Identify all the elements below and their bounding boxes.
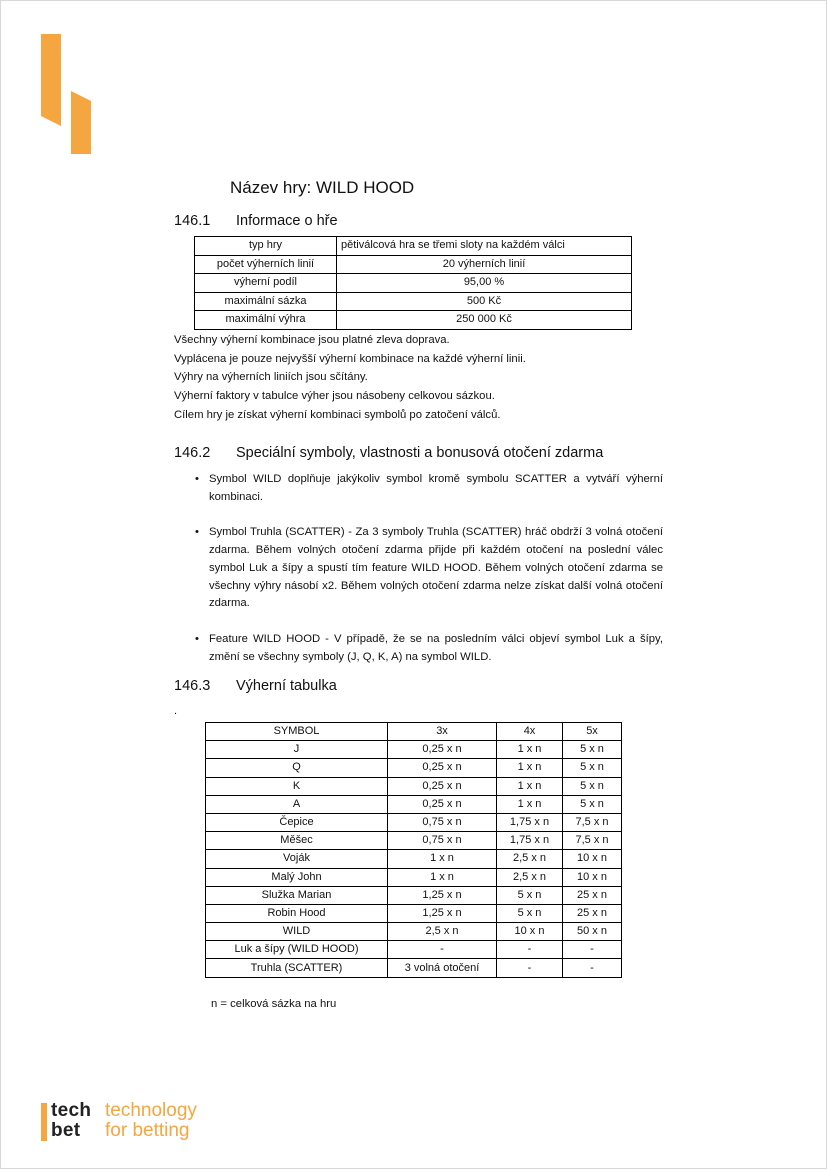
symbol-cell: Čepice xyxy=(206,813,388,831)
logo-bar-icon xyxy=(41,1103,47,1141)
section-number: 146.2 xyxy=(174,445,211,461)
payout-cell: 1 x n xyxy=(388,850,497,868)
table-row xyxy=(206,850,622,868)
list-item: • Symbol Truhla (SCATTER) - Za 3 symboly Truhla (SCATTER) hráč obdrží 3 volná otočení zdarma. Během volných otočení zdarma přijde při každém otočení na poslední válec symbol Luk a šípy a spustí tím feature WILD HOOD. Během volných otočení zdarma se všechny výhry násobí x2. Během volných otočení zdarma nelze získat další volná otočení zdarma. xyxy=(195,526,663,610)
payout-cell: 1,25 x n xyxy=(388,886,497,904)
table-row xyxy=(206,959,622,977)
column-header: 5x xyxy=(563,723,622,741)
payout-cell: 1 x n xyxy=(497,795,563,813)
table-cell-label: výherní podíl xyxy=(195,274,337,293)
payout-cell: 5 x n xyxy=(563,795,622,813)
table-row xyxy=(206,795,622,813)
section-heading-paytable xyxy=(174,678,337,694)
section-heading-info xyxy=(174,213,338,229)
table-cell-value: 250 000 Kč xyxy=(337,311,632,330)
table-row xyxy=(206,741,622,759)
payout-cell: 0,25 x n xyxy=(388,759,497,777)
section-number: 146.1 xyxy=(174,213,211,229)
payout-cell: 7,5 x n xyxy=(563,832,622,850)
list-item: • Feature WILD HOOD - V případě, že se na posledním válci objeví symbol Luk a šípy, změní se všechny symboly (J, Q, K, A) na symbol WILD. xyxy=(195,632,663,663)
symbol-cell: Malý John xyxy=(206,868,388,886)
table-cell-label: počet výherních linií xyxy=(195,255,337,274)
payout-cell: - xyxy=(497,959,563,977)
table-cell-label: typ hry xyxy=(195,237,337,256)
table-cell-value: 95,00 % xyxy=(337,274,632,293)
symbol-cell: J xyxy=(206,741,388,759)
bullet-icon: • xyxy=(195,526,199,539)
payout-cell: 0,25 x n xyxy=(388,741,497,759)
special-features-list xyxy=(194,471,663,684)
brand-bet: bet xyxy=(51,1120,81,1141)
symbol-cell: Měšec xyxy=(206,832,388,850)
symbol-cell: Voják xyxy=(206,850,388,868)
symbol-cell: Služka Marian xyxy=(206,886,388,904)
payout-cell: 7,5 x n xyxy=(563,813,622,831)
payout-cell: 0,75 x n xyxy=(388,832,497,850)
bullet-icon: • xyxy=(195,632,199,645)
table-row xyxy=(206,904,622,922)
column-header: 4x xyxy=(497,723,563,741)
paragraph: Výherní faktory v tabulce výher jsou násobeny celkovou sázkou. xyxy=(174,390,495,403)
payout-cell: - xyxy=(563,959,622,977)
payout-cell: - xyxy=(497,941,563,959)
brand-tech: tech xyxy=(51,1100,92,1121)
paragraph: Cílem hry je získat výherní kombinaci symbolů po zatočení válců. xyxy=(174,408,501,421)
table-row xyxy=(206,832,622,850)
payout-cell: 5 x n xyxy=(497,886,563,904)
game-info-table xyxy=(194,236,632,330)
payout-cell: 2,5 x n xyxy=(388,923,497,941)
payout-cell: 0,25 x n xyxy=(388,795,497,813)
section-title: Informace o hře xyxy=(236,213,338,229)
column-header: SYMBOL xyxy=(206,723,388,741)
table-row xyxy=(195,237,632,256)
table-cell-value: 500 Kč xyxy=(337,292,632,311)
table-row xyxy=(206,941,622,959)
payout-cell: 10 x n xyxy=(497,923,563,941)
tagline-betting: for betting xyxy=(105,1120,190,1141)
payout-cell: 5 x n xyxy=(563,777,622,795)
symbol-cell: A xyxy=(206,795,388,813)
section-title: Speciální symboly, vlastnosti a bonusová otočení zdarma xyxy=(236,445,604,461)
payout-cell: 1,75 x n xyxy=(497,832,563,850)
section-heading-special xyxy=(174,445,603,461)
paragraph: Výhry na výherních liniích jsou sčítány. xyxy=(174,371,368,384)
table-cell-label: maximální sázka xyxy=(195,292,337,311)
table-row xyxy=(195,311,632,330)
table-row xyxy=(195,274,632,293)
payout-cell: 1 x n xyxy=(388,868,497,886)
payout-cell: - xyxy=(388,941,497,959)
payout-cell: 2,5 x n xyxy=(497,868,563,886)
paragraph: Všechny výherní kombinace jsou platné zleva doprava. xyxy=(174,334,450,346)
table-cell-label: maximální výhra xyxy=(195,311,337,330)
paytable xyxy=(205,722,622,978)
payout-cell: 10 x n xyxy=(563,850,622,868)
payout-cell: 3 volná otočení xyxy=(388,959,497,977)
payout-cell: 1 x n xyxy=(497,777,563,795)
payout-cell: 5 x n xyxy=(563,759,622,777)
payout-cell: 5 x n xyxy=(563,741,622,759)
table-header-row xyxy=(206,723,622,741)
payout-cell: 1 x n xyxy=(497,741,563,759)
rules-paragraphs xyxy=(174,331,526,425)
payout-cell: 2,5 x n xyxy=(497,850,563,868)
payout-cell: 1,25 x n xyxy=(388,904,497,922)
paragraph: Vyplácena je pouze nejvyšší výherní kombinace na každé výherní linii. xyxy=(174,352,526,365)
payout-cell: 50 x n xyxy=(563,923,622,941)
tagline-technology: technology xyxy=(105,1100,197,1121)
footer-logo xyxy=(41,1101,241,1147)
table-row xyxy=(206,759,622,777)
table-row xyxy=(206,886,622,904)
table-row xyxy=(206,868,622,886)
payout-cell: 25 x n xyxy=(563,886,622,904)
table-row xyxy=(206,813,622,831)
table-cell-value: pětiválcová hra se třemi sloty na každém válci xyxy=(337,237,632,256)
column-header: 3x xyxy=(388,723,497,741)
payout-cell: 0,25 x n xyxy=(388,777,497,795)
bullet-icon: • xyxy=(195,473,199,485)
payout-cell: 5 x n xyxy=(497,904,563,922)
table-row xyxy=(206,923,622,941)
symbol-cell: K xyxy=(206,777,388,795)
payout-cell: 0,75 x n xyxy=(388,813,497,831)
symbol-cell: Luk a šípy (WILD HOOD) xyxy=(206,941,388,959)
section-title: Výherní tabulka xyxy=(236,678,337,694)
symbol-cell: Truhla (SCATTER) xyxy=(206,959,388,977)
table-row xyxy=(195,255,632,274)
list-item: • Symbol WILD doplňuje jakýkoliv symbol kromě symbolu SCATTER a vytváří výherní kombinaci. xyxy=(195,473,663,503)
footnote: n = celková sázka na hru xyxy=(211,998,337,1010)
symbol-cell: WILD xyxy=(206,923,388,941)
techbet-mark-icon xyxy=(41,34,93,156)
symbol-cell: Robin Hood xyxy=(206,904,388,922)
payout-cell: 25 x n xyxy=(563,904,622,922)
section-number: 146.3 xyxy=(174,678,211,694)
table-row xyxy=(206,777,622,795)
document-title: Název hry: WILD HOOD xyxy=(230,178,415,197)
payout-cell: 10 x n xyxy=(563,868,622,886)
payout-cell: - xyxy=(563,941,622,959)
symbol-cell: Q xyxy=(206,759,388,777)
payout-cell: 1 x n xyxy=(497,759,563,777)
table-cell-value: 20 výherních linií xyxy=(337,255,632,274)
stray-period: . xyxy=(174,705,178,717)
payout-cell: 1,75 x n xyxy=(497,813,563,831)
table-row xyxy=(195,292,632,311)
